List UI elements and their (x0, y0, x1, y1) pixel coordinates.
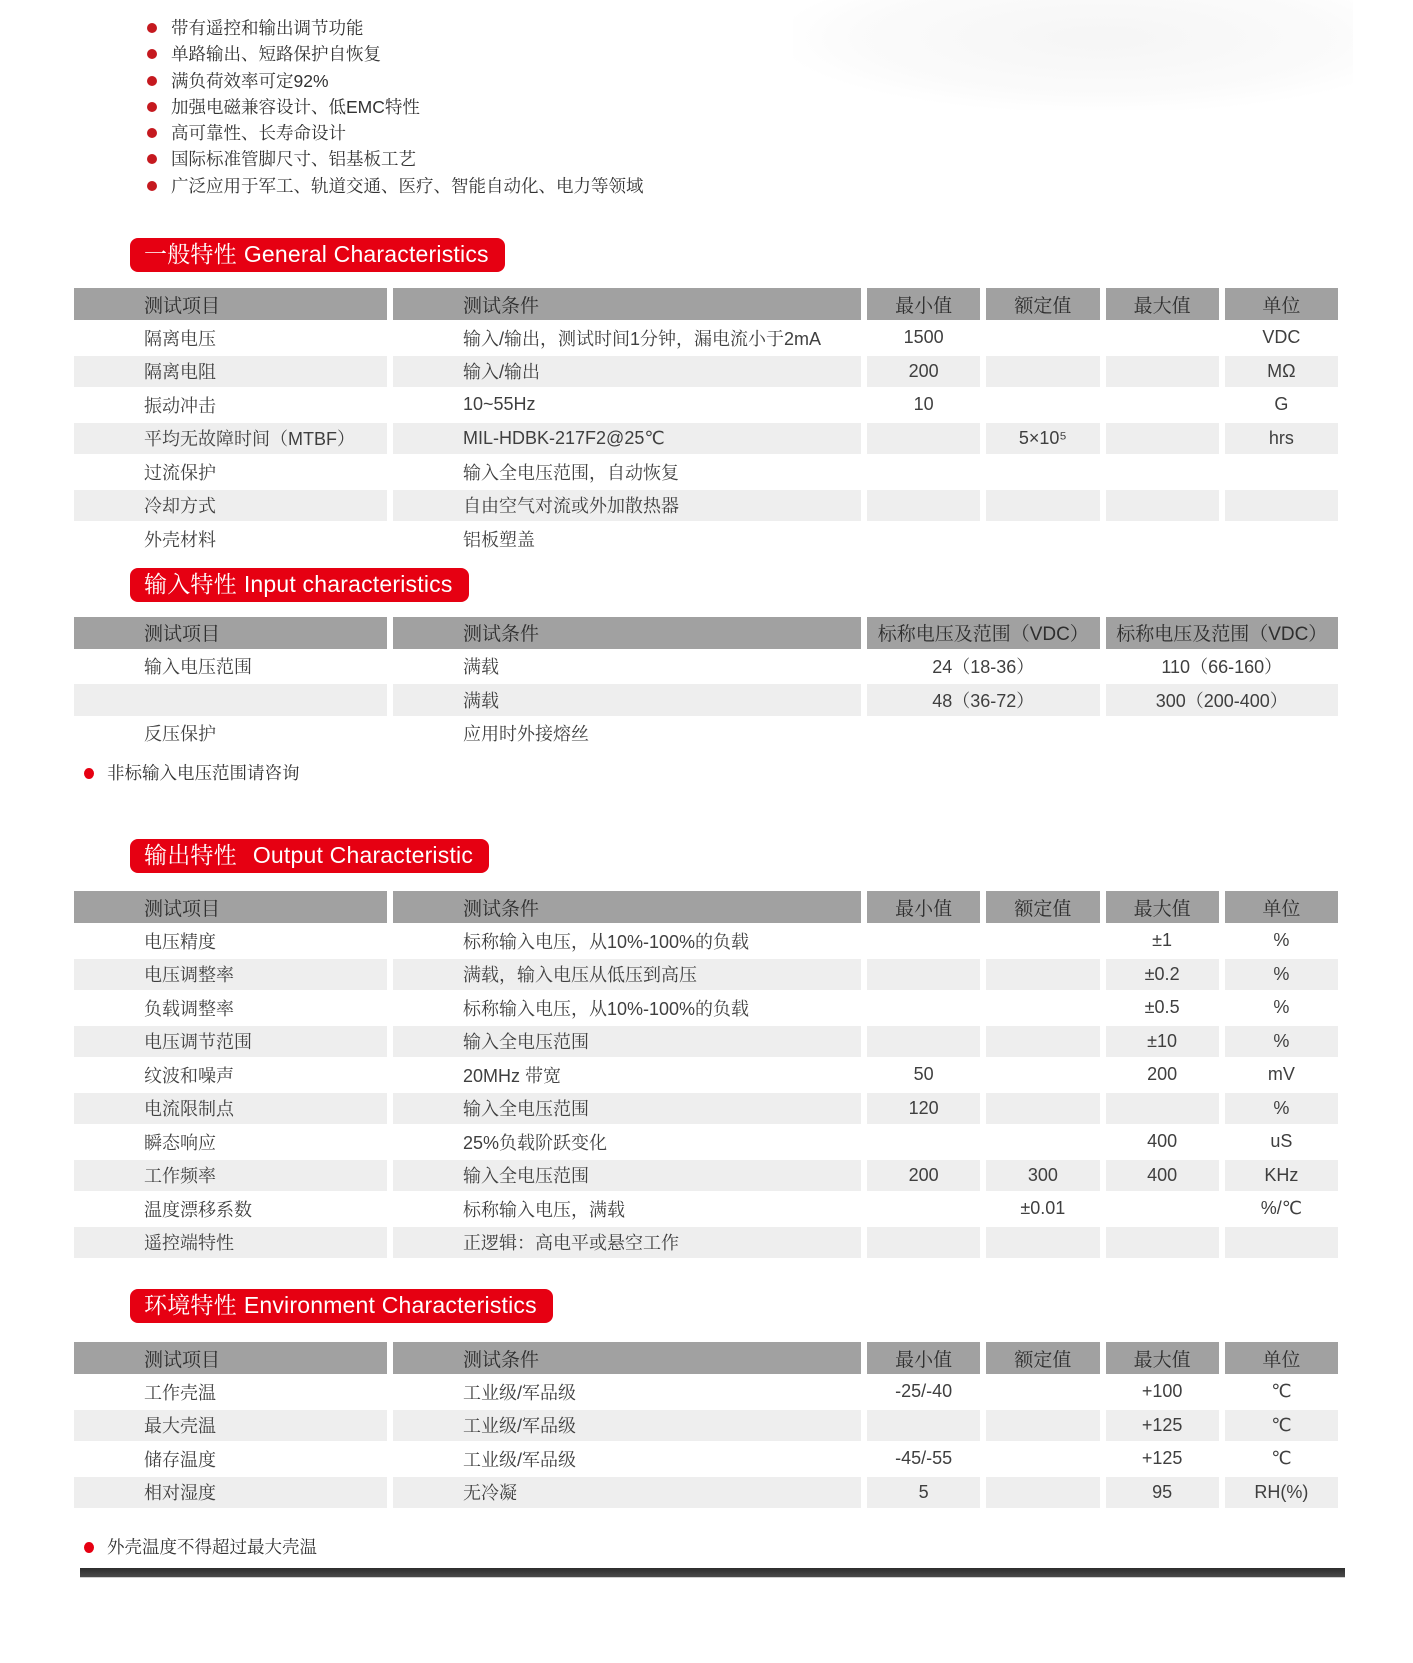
table-cell: +100 (1141, 1381, 1183, 1402)
column-header: 测试条件 (393, 617, 861, 649)
table-cell (1106, 1227, 1219, 1259)
section-title-badge (130, 568, 469, 602)
column-header: 测试条件 (393, 891, 861, 923)
table-cell: % (1273, 997, 1290, 1018)
table-cell: 5 (867, 1477, 980, 1509)
table-cell (867, 456, 980, 488)
table-cell: 10 (913, 394, 934, 415)
column-header: 最小值 (867, 891, 980, 923)
table-cell: 200 (1147, 1064, 1178, 1085)
table-cell (986, 389, 1099, 421)
table-cell (1225, 490, 1338, 522)
table-cell (867, 1026, 980, 1058)
table-cell (986, 1443, 1099, 1475)
table-cell: RH(%) (1225, 1477, 1338, 1509)
table-cell: 负载调整率 (144, 998, 234, 1019)
table-cell: 满载，输入电压从低压到高压 (393, 959, 861, 991)
table-cell (1225, 523, 1338, 555)
table-cell (1106, 1093, 1219, 1125)
table-cell: 铝板塑盖 (463, 529, 535, 550)
table-cell: 工业级/军品级 (393, 1410, 861, 1442)
table-cell: 400 (1147, 1131, 1178, 1152)
table-cell: ℃ (1271, 1381, 1292, 1402)
table-cell: 输入全电压范围，自动恢复 (463, 462, 679, 483)
table-cell: 电压调整率 (74, 959, 387, 991)
column-header: 额定值 (986, 1342, 1099, 1374)
table-cell: 遥控端特性 (74, 1227, 387, 1259)
table-cell (986, 1126, 1099, 1158)
column-header: 单位 (1225, 891, 1338, 923)
table-cell: 最大壳温 (74, 1410, 387, 1442)
table-cell: 隔离电压 (144, 328, 216, 349)
table-cell: 正逻辑：高电平或悬空工作 (393, 1227, 861, 1259)
table-cell (986, 992, 1099, 1024)
section-title-zh: 输入特性 (144, 570, 237, 597)
column-header: 额定值 (986, 288, 1099, 320)
table-cell (1106, 523, 1219, 555)
table-cell: %/℃ (1260, 1198, 1302, 1219)
table-cell (1106, 456, 1219, 488)
table-cell: 输入全电压范围 (393, 1160, 861, 1192)
table-cell: % (1225, 959, 1338, 991)
table-cell (867, 1227, 980, 1259)
table-cell: 输入电压范围 (144, 657, 252, 678)
table-cell: % (1225, 1093, 1338, 1125)
table-cell: 工业级/军品级 (463, 1449, 577, 1470)
table-cell: 48（36-72） (867, 684, 1100, 716)
table-cell (986, 523, 1099, 555)
table-cell (986, 1059, 1099, 1091)
feature-item: 高可靠性、长寿命设计 (146, 120, 1413, 146)
column-header: 额定值 (986, 891, 1099, 923)
table-cell: 标称输入电压，从10%-100%的负载 (463, 998, 750, 1019)
table-cell (986, 322, 1099, 354)
table-cell: mV (1267, 1064, 1295, 1085)
column-header: 测试条件 (393, 288, 861, 320)
table-cell: 反压保护 (144, 724, 216, 745)
section-title-en: Output Characteristic (252, 842, 474, 869)
table-cell: MΩ (1225, 356, 1338, 388)
table-cell (986, 1477, 1099, 1509)
column-header: 单位 (1225, 288, 1338, 320)
table-cell: 应用时外接熔丝 (463, 724, 589, 745)
section-title-en: General Characteristics (243, 241, 489, 268)
table-cell: 400 (1106, 1160, 1219, 1192)
table-cell (1106, 718, 1339, 750)
table-cell (867, 1193, 980, 1225)
table-cell: ℃ (1225, 1410, 1338, 1442)
table-cell (986, 959, 1099, 991)
section-title-zh: 输出特性 (144, 842, 237, 869)
table-cell (986, 925, 1099, 957)
section-general-characteristics (0, 199, 1413, 555)
section-title-en: Input characteristics (243, 570, 453, 597)
table-cell (867, 1126, 980, 1158)
table-cell: 电压精度 (144, 931, 216, 952)
input-note: 非标输入电压范围请咨询 (84, 761, 1413, 785)
section-title-en: Environment Characteristics (243, 1292, 537, 1319)
column-header: 测试项目 (74, 1342, 387, 1374)
table-cell: 冷却方式 (74, 490, 387, 522)
column-header: 标称电压及范围（VDC） (1106, 617, 1339, 649)
table-cell: ±0.5 (1144, 997, 1180, 1018)
table-cell: 95 (1106, 1477, 1219, 1509)
output-characteristics-table (74, 891, 1338, 1258)
table-cell (1106, 490, 1219, 522)
section-title-zh: 环境特性 (144, 1292, 237, 1319)
table-cell: 1500 (903, 327, 944, 348)
table-cell (1106, 423, 1219, 455)
table-cell: 振动冲击 (144, 395, 216, 416)
table-cell: 24（18-36） (932, 657, 1035, 678)
table-cell (986, 1410, 1099, 1442)
table-cell: 满载 (393, 684, 861, 716)
footer-divider-bar (80, 1568, 1345, 1578)
table-cell: uS (1270, 1131, 1293, 1152)
table-cell: 200 (867, 1160, 980, 1192)
column-header: 最大值 (1106, 891, 1219, 923)
feature-item: 带有遥控和输出调节功能 (146, 15, 1413, 41)
column-header: 最小值 (867, 288, 980, 320)
table-cell: -25/-40 (895, 1381, 953, 1402)
feature-list (0, 0, 1413, 199)
table-cell: 25%负载阶跃变化 (463, 1132, 608, 1153)
table-cell: 120 (867, 1093, 980, 1125)
table-cell: 温度漂移系数 (144, 1199, 252, 1220)
table-cell: 外壳材料 (144, 529, 216, 550)
table-cell (867, 1410, 980, 1442)
table-cell: 5×10⁵ (986, 423, 1099, 455)
section-title-badge (130, 238, 505, 272)
table-cell: 输入/输出 (393, 356, 861, 388)
table-cell: 输入全电压范围 (393, 1093, 861, 1125)
table-cell: 工作壳温 (144, 1382, 216, 1403)
feature-item: 加强电磁兼容设计、低EMC特性 (146, 94, 1413, 120)
table-cell: 瞬态响应 (144, 1132, 216, 1153)
table-cell: 过流保护 (144, 462, 216, 483)
table-cell: 标称输入电压，满载 (463, 1199, 625, 1220)
table-cell: 标称输入电压，从10%-100%的负载 (463, 931, 750, 952)
table-cell (1106, 322, 1219, 354)
table-cell (986, 456, 1099, 488)
table-cell (74, 684, 387, 716)
section-output-characteristics (0, 785, 1413, 1258)
table-cell (1225, 1227, 1338, 1259)
table-cell (867, 423, 980, 455)
table-cell: -45/-55 (895, 1448, 953, 1469)
table-cell: % (1273, 930, 1290, 951)
table-cell: 纹波和噪声 (144, 1065, 234, 1086)
table-cell: MIL-HDBK-217F2@25℃ (393, 423, 861, 455)
table-cell: 储存温度 (144, 1449, 216, 1470)
table-cell (986, 356, 1099, 388)
table-cell: +125 (1141, 1448, 1183, 1469)
table-cell: 10~55Hz (463, 394, 536, 415)
table-cell: G (1274, 394, 1289, 415)
table-cell: 200 (867, 356, 980, 388)
table-cell: 电流限制点 (74, 1093, 387, 1125)
table-cell: VDC (1262, 327, 1301, 348)
column-header: 测试项目 (74, 617, 387, 649)
environment-characteristics-table (74, 1342, 1338, 1508)
table-cell (986, 1227, 1099, 1259)
table-cell: 输入/输出，测试时间1分钟，漏电流小于2mA (463, 328, 822, 349)
section-environment-characteristics (0, 1258, 1413, 1508)
column-header: 测试项目 (74, 891, 387, 923)
table-cell (986, 1376, 1099, 1408)
table-cell: 20MHz 带宽 (463, 1065, 562, 1086)
table-cell (986, 1026, 1099, 1058)
table-cell (867, 718, 1100, 750)
column-header: 最大值 (1106, 1342, 1219, 1374)
table-cell: 110（66-160） (1161, 657, 1283, 678)
column-header: 最大值 (1106, 288, 1219, 320)
table-cell: KHz (1225, 1160, 1338, 1192)
table-cell (1106, 356, 1219, 388)
general-characteristics-table (74, 288, 1338, 555)
section-title-badge (130, 1289, 553, 1323)
table-cell: ±1 (1152, 930, 1173, 951)
table-cell (1106, 389, 1219, 421)
table-cell (986, 490, 1099, 522)
table-cell: 满载 (463, 657, 499, 678)
table-cell: +125 (1106, 1410, 1219, 1442)
table-cell: 隔离电阻 (74, 356, 387, 388)
table-cell: hrs (1225, 423, 1338, 455)
column-header: 标称电压及范围（VDC） (867, 617, 1100, 649)
table-cell: 300 (986, 1160, 1099, 1192)
table-cell: 工作频率 (74, 1160, 387, 1192)
table-cell: ±10 (1106, 1026, 1219, 1058)
table-cell (1106, 1193, 1219, 1225)
column-header: 最小值 (867, 1342, 980, 1374)
section-title-zh: 一般特性 (144, 241, 237, 268)
environment-note: 外壳温度不得超过最大壳温 (84, 1535, 1413, 1559)
table-cell: 平均无故障时间（MTBF） (74, 423, 387, 455)
table-cell (1225, 456, 1338, 488)
table-cell: ±0.01 (1020, 1198, 1066, 1219)
section-title-badge (130, 839, 489, 873)
table-cell: 无冷凝 (393, 1477, 861, 1509)
table-cell: 自由空气对流或外加散热器 (393, 490, 861, 522)
input-characteristics-table (74, 617, 1338, 750)
table-cell: 相对湿度 (74, 1477, 387, 1509)
feature-item: 国际标准管脚尺寸、铝基板工艺 (146, 146, 1413, 172)
section-input-characteristics (0, 555, 1413, 750)
column-header: 单位 (1225, 1342, 1338, 1374)
feature-item: 满负荷效率可定92% (146, 68, 1413, 94)
table-cell: 输入全电压范围 (393, 1026, 861, 1058)
table-cell (867, 925, 980, 957)
table-cell: 工业级/军品级 (463, 1382, 577, 1403)
table-cell: ℃ (1271, 1448, 1292, 1469)
table-cell (867, 490, 980, 522)
feature-item: 单路输出、短路保护自恢复 (146, 41, 1413, 67)
table-cell (867, 992, 980, 1024)
table-cell: 电压调节范围 (74, 1026, 387, 1058)
table-cell (986, 1093, 1099, 1125)
table-cell (867, 523, 980, 555)
table-cell: ±0.2 (1106, 959, 1219, 991)
feature-item: 广泛应用于军工、轨道交通、医疗、智能自动化、电力等领域 (146, 173, 1413, 199)
table-cell: 300（200-400） (1106, 684, 1339, 716)
column-header: 测试条件 (393, 1342, 861, 1374)
table-cell: % (1225, 1026, 1338, 1058)
table-cell (867, 959, 980, 991)
table-cell: 50 (913, 1064, 934, 1085)
column-header: 测试项目 (74, 288, 387, 320)
